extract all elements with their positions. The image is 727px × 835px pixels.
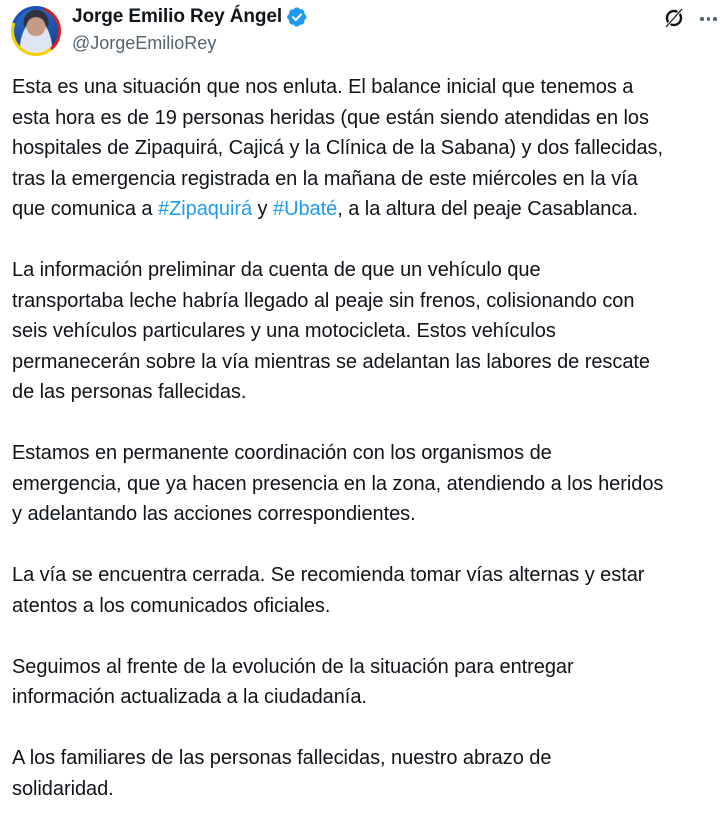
grok-icon[interactable] (662, 6, 686, 30)
author-name[interactable]: Jorge Emilio Rey Ángel (72, 6, 283, 27)
text-line: atentos a los comunicados oficiales. (12, 594, 331, 617)
tweet-text (12, 72, 724, 835)
text-line: esta hora es de 19 personas heridas (que están siendo atendidas en los (12, 106, 649, 129)
text-line: de las personas fallecidas. (12, 381, 247, 403)
hashtag-link-zipaquira[interactable]: #Zipaquirá (158, 198, 253, 220)
avatar[interactable] (11, 6, 61, 56)
text-line: transportaba leche habría llegado al peaje sin frenos, colisionando con (12, 289, 635, 312)
tweet-paragraph-6 (12, 743, 724, 804)
dot (700, 17, 704, 21)
tweet-paragraph-1 (12, 72, 724, 225)
hashtag-link-ubate[interactable]: #Ubaté (273, 198, 338, 220)
text-line: A los familiares de las personas fallecidas, nuestro abrazo de (12, 747, 552, 769)
text-line-with-hashtags (12, 194, 724, 225)
dot (707, 17, 711, 21)
tweet-paragraph-5 (12, 652, 724, 713)
text-line: solidaridad. (12, 777, 114, 800)
tweet-paragraph-4 (12, 560, 724, 621)
author-name-row (72, 6, 308, 28)
text-line: Estamos en permanente coordinación con los organismos de (12, 442, 552, 464)
text-line: Seguimos al frente de la evolución de la situación para entregar (12, 655, 574, 678)
text-line: información actualizada a la ciudadanía. (12, 686, 367, 708)
text-line: permanecerán sobre la vía mientras se adelantan las labores de rescate (12, 350, 650, 373)
verified-badge-icon (286, 6, 308, 28)
avatar-photo (14, 9, 58, 53)
text-line: seis vehículos particulares y una motocicleta. Estos vehículos (12, 320, 556, 342)
text-line: La información preliminar da cuenta de que un vehículo que (12, 259, 541, 281)
text-segment: que comunica a (12, 198, 159, 220)
dot (713, 17, 717, 21)
text-line: y adelantando las acciones correspondientes. (12, 503, 416, 525)
tweet-paragraph-3 (12, 438, 724, 530)
tweet-paragraph-2 (12, 255, 724, 408)
text-segment: y (252, 198, 273, 220)
text-line: tras la emergencia registrada en la mañana de este miércoles en la vía (12, 167, 638, 190)
author-handle[interactable]: @JorgeEmilioRey (72, 33, 217, 53)
text-line: emergencia, que ya hacen presencia en la zona, atendiendo a los heridos (12, 472, 664, 495)
text-line: Esta es una situación que nos enluta. El balance inicial que tenemos a (12, 76, 634, 98)
more-options-icon[interactable] (700, 9, 724, 29)
text-line: hospitales de Zipaquirá, Cajicá y la Clínica de la Sabana) y dos fallecidas, (12, 137, 664, 159)
tweet-header (0, 0, 727, 64)
text-segment: , a la altura del peaje Casablanca. (337, 198, 638, 220)
text-line: La vía se encuentra cerrada. Se recomienda tomar vías alternas y estar (12, 564, 645, 586)
